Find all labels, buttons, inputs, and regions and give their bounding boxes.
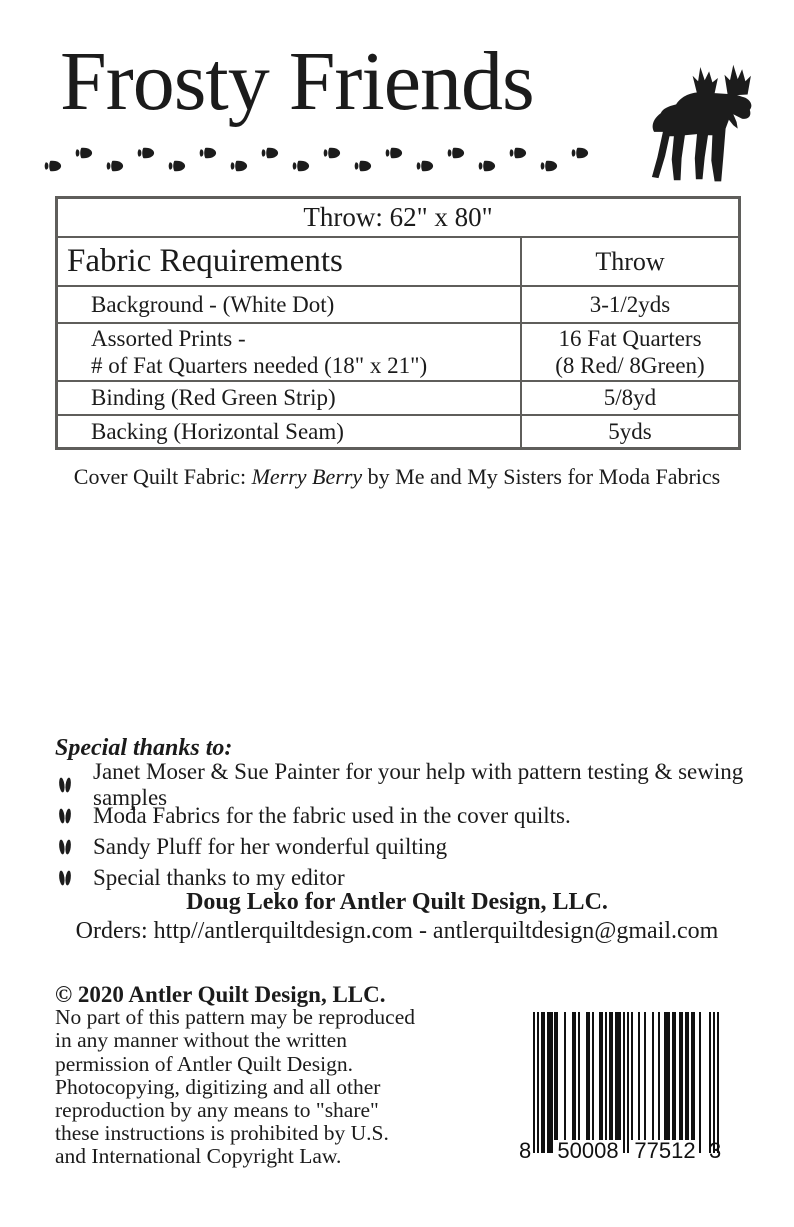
column-header-fabric: Fabric Requirements: [58, 238, 522, 285]
hoofprint-icon: [44, 159, 75, 173]
upc-barcode: [521, 1012, 731, 1168]
designer-credit: Doug Leko for Antler Quilt Design, LLC.: [186, 889, 608, 915]
table-row: [58, 380, 738, 414]
copyright-line: and International Copyright Law.: [55, 1144, 342, 1169]
barcode-digits: 77512: [634, 1138, 696, 1163]
barcode-digits: 50008: [557, 1138, 619, 1163]
fabric-amount: 5yds: [608, 418, 652, 444]
hoofprint-bullet-icon: [58, 776, 72, 794]
hoofprint-icon: [106, 159, 137, 173]
copyright-notice: [55, 983, 485, 1169]
fabric-label: Background - (White Dot): [58, 287, 522, 322]
fabric-label: Assorted Prints - # of Fat Quarters needed (18" x 21"): [58, 324, 522, 380]
quilt-size: Throw: 62" x 80": [303, 202, 493, 232]
column-header-throw: Throw: [595, 246, 665, 276]
barcode-digit: 8: [519, 1138, 532, 1163]
fabric-label: Backing (Horizontal Seam): [58, 416, 522, 447]
list-item: Special thanks to my editor: [55, 862, 765, 893]
page-title: Frosty Friends: [60, 35, 534, 128]
fabric-amount: 16 Fat Quarters (8 Red/ 8Green): [555, 326, 705, 378]
hoofprint-icon: [168, 159, 199, 173]
hoofprint-icon: [292, 159, 323, 173]
hoofprint-icon: [509, 146, 540, 160]
hoofprint-track-row: [44, 146, 609, 186]
hoofprint-icon: [75, 146, 106, 160]
special-thanks-section: [55, 735, 765, 893]
hoofprint-bullet-icon: [58, 807, 72, 825]
copyright-line: reproduction by any means to "share": [55, 1098, 379, 1123]
copyright-line: Photocopying, digitizing and all other: [55, 1074, 381, 1099]
table-row: [58, 414, 738, 447]
list-item: Moda Fabrics for the fabric used in the cover quilts.: [55, 800, 765, 831]
barcode-bars: [533, 1012, 719, 1153]
barcode-digit: 3: [709, 1138, 722, 1163]
hoofprint-icon: [385, 146, 416, 160]
hoofprint-icon: [354, 159, 385, 173]
hoofprint-icon: [137, 146, 168, 160]
hoofprint-icon: [478, 159, 509, 173]
copyright-line: these instructions is prohibited by U.S.: [55, 1121, 389, 1146]
copyright-line: No part of this pattern may be reproduced: [55, 1005, 415, 1030]
fabric-amount: 3-1/2yds: [589, 291, 671, 317]
hoofprint-icon: [540, 159, 571, 173]
moose-silhouette-icon: [622, 56, 772, 188]
hoofprint-icon: [416, 159, 447, 173]
special-thanks-heading: Special thanks to:: [55, 735, 233, 761]
cover-fabric-note: Cover Quilt Fabric: Merry Berry by Me and My Sisters for Moda Fabrics: [73, 464, 721, 489]
hoofprint-icon: [230, 159, 261, 173]
table-row: [58, 322, 738, 380]
table-row: [58, 285, 738, 322]
list-item: Sandy Pluff for her wonderful quilting: [55, 831, 765, 862]
list-item: Janet Moser & Sue Painter for your help with pattern testing & sewing samples: [55, 769, 765, 800]
hoofprint-icon: [323, 146, 354, 160]
fabric-requirements-table: [55, 196, 741, 450]
copyright-line: permission of Antler Quilt Design.: [55, 1051, 353, 1076]
hoofprint-icon: [199, 146, 230, 160]
hoofprint-icon: [261, 146, 292, 160]
hoofprint-icon: [447, 146, 478, 160]
hoofprint-icon: [571, 146, 602, 160]
table-size-header-row: [58, 199, 738, 236]
copyright-line: in any manner without the written: [55, 1028, 347, 1053]
fabric-collection-name: Merry Berry: [251, 464, 363, 489]
fabric-label: Binding (Red Green Strip): [58, 382, 522, 414]
table-header-row: [58, 236, 738, 285]
fabric-amount: 5/8yd: [603, 385, 657, 410]
hoofprint-bullet-icon: [58, 838, 72, 856]
orders-contact-line: Orders: http//antlerquiltdesign.com - antlerquiltdesign@gmail.com: [75, 918, 719, 944]
hoofprint-bullet-icon: [58, 869, 72, 887]
copyright-line: © 2020 Antler Quilt Design, LLC.: [55, 982, 386, 1007]
